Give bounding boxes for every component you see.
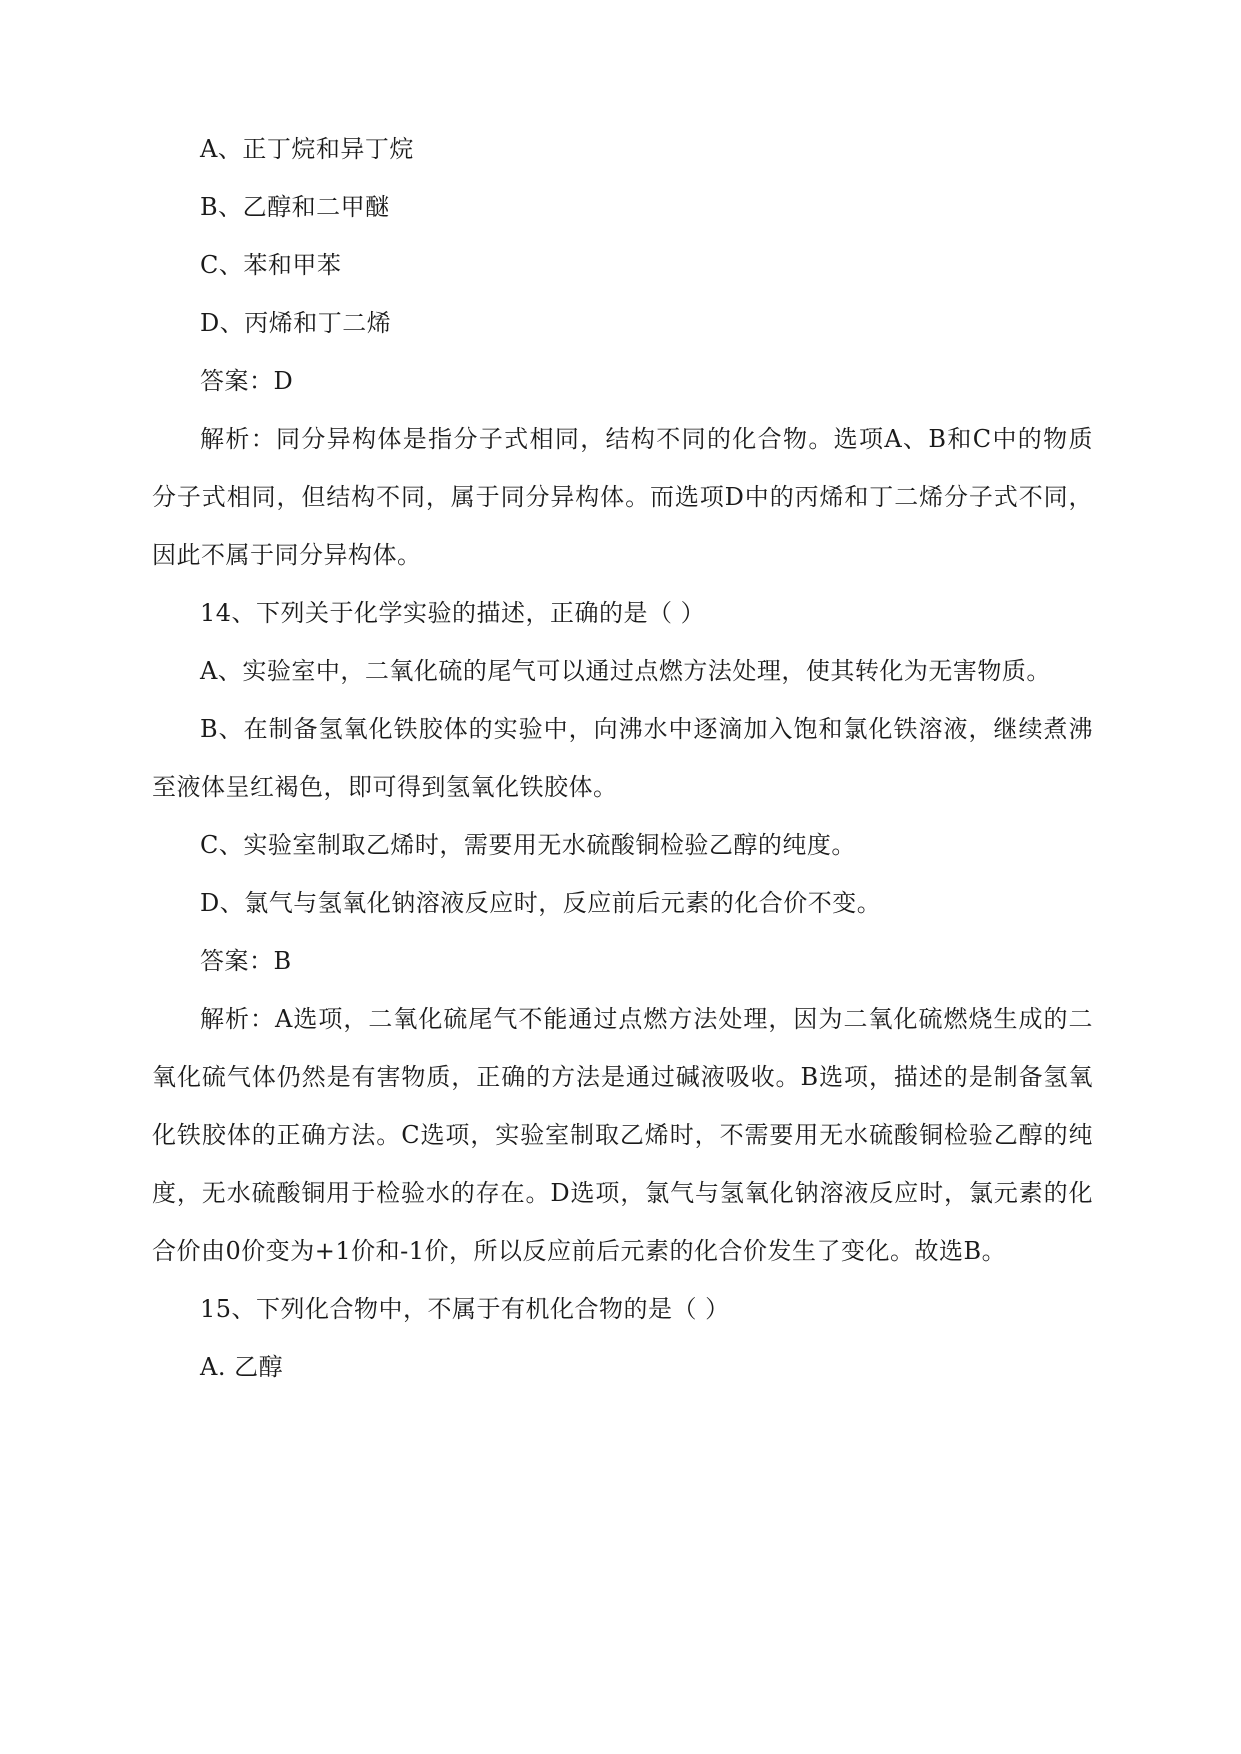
q14-option-b-line-2: 至液体呈红褐色，即可得到氢氧化铁胶体。 (152, 773, 618, 801)
q14-explanation-line-1: 解析：A选项，二氧化硫尾气不能通过点燃方法处理，因为二氧化硫燃烧生成的二 (200, 1005, 1093, 1033)
q15-option-a: A. 乙醇 (200, 1353, 284, 1381)
q15-question: 15、下列化合物中，不属于有机化合物的是（ ） (200, 1295, 730, 1323)
q13-answer: 答案：D (200, 367, 294, 395)
q13-option-a: A、正丁烷和异丁烷 (200, 135, 414, 163)
q14-answer: 答案：B (200, 947, 292, 975)
q14-question: 14、下列关于化学实验的描述，正确的是（ ） (200, 599, 706, 627)
q14-option-c: C、实验室制取乙烯时，需要用无水硫酸铜检验乙醇的纯度。 (200, 831, 856, 859)
q14-option-b-line-1: B、在制备氢氧化铁胶体的实验中，向沸水中逐滴加入饱和氯化铁溶液，继续煮沸 (200, 715, 1093, 743)
q14-explanation-line-2: 氧化硫气体仍然是有害物质，正确的方法是通过碱液吸收。B选项，描述的是制备氢氧 (152, 1063, 1093, 1091)
q14-explanation-line-3: 化铁胶体的正确方法。C选项，实验室制取乙烯时，不需要用无水硫酸铜检验乙醇的纯 (152, 1121, 1093, 1149)
q14-option-a: A、实验室中，二氧化硫的尾气可以通过点燃方法处理，使其转化为无害物质。 (200, 657, 1051, 685)
q14-explanation-line-5: 合价由0价变为+1价和-1价，所以反应前后元素的化合价发生了变化。故选B。 (152, 1237, 1007, 1265)
q13-explanation-line-1: 解析：同分异构体是指分子式相同，结构不同的化合物。选项A、B和C中的物质 (200, 425, 1093, 453)
q14-option-d: D、氯气与氢氧化钠溶液反应时，反应前后元素的化合价不变。 (200, 889, 882, 917)
q13-option-d: D、丙烯和丁二烯 (200, 309, 392, 337)
q13-option-c: C、苯和甲苯 (200, 251, 342, 279)
q14-explanation-line-4: 度，无水硫酸铜用于检验水的存在。D选项，氯气与氢氧化钠溶液反应时，氯元素的化 (152, 1179, 1093, 1207)
q13-explanation-line-2: 分子式相同，但结构不同，属于同分异构体。而选项D中的丙烯和丁二烯分子式不同， (152, 483, 1093, 511)
q13-explanation-line-3: 因此不属于同分异构体。 (152, 541, 422, 569)
q13-option-b: B、乙醇和二甲醚 (200, 193, 390, 221)
